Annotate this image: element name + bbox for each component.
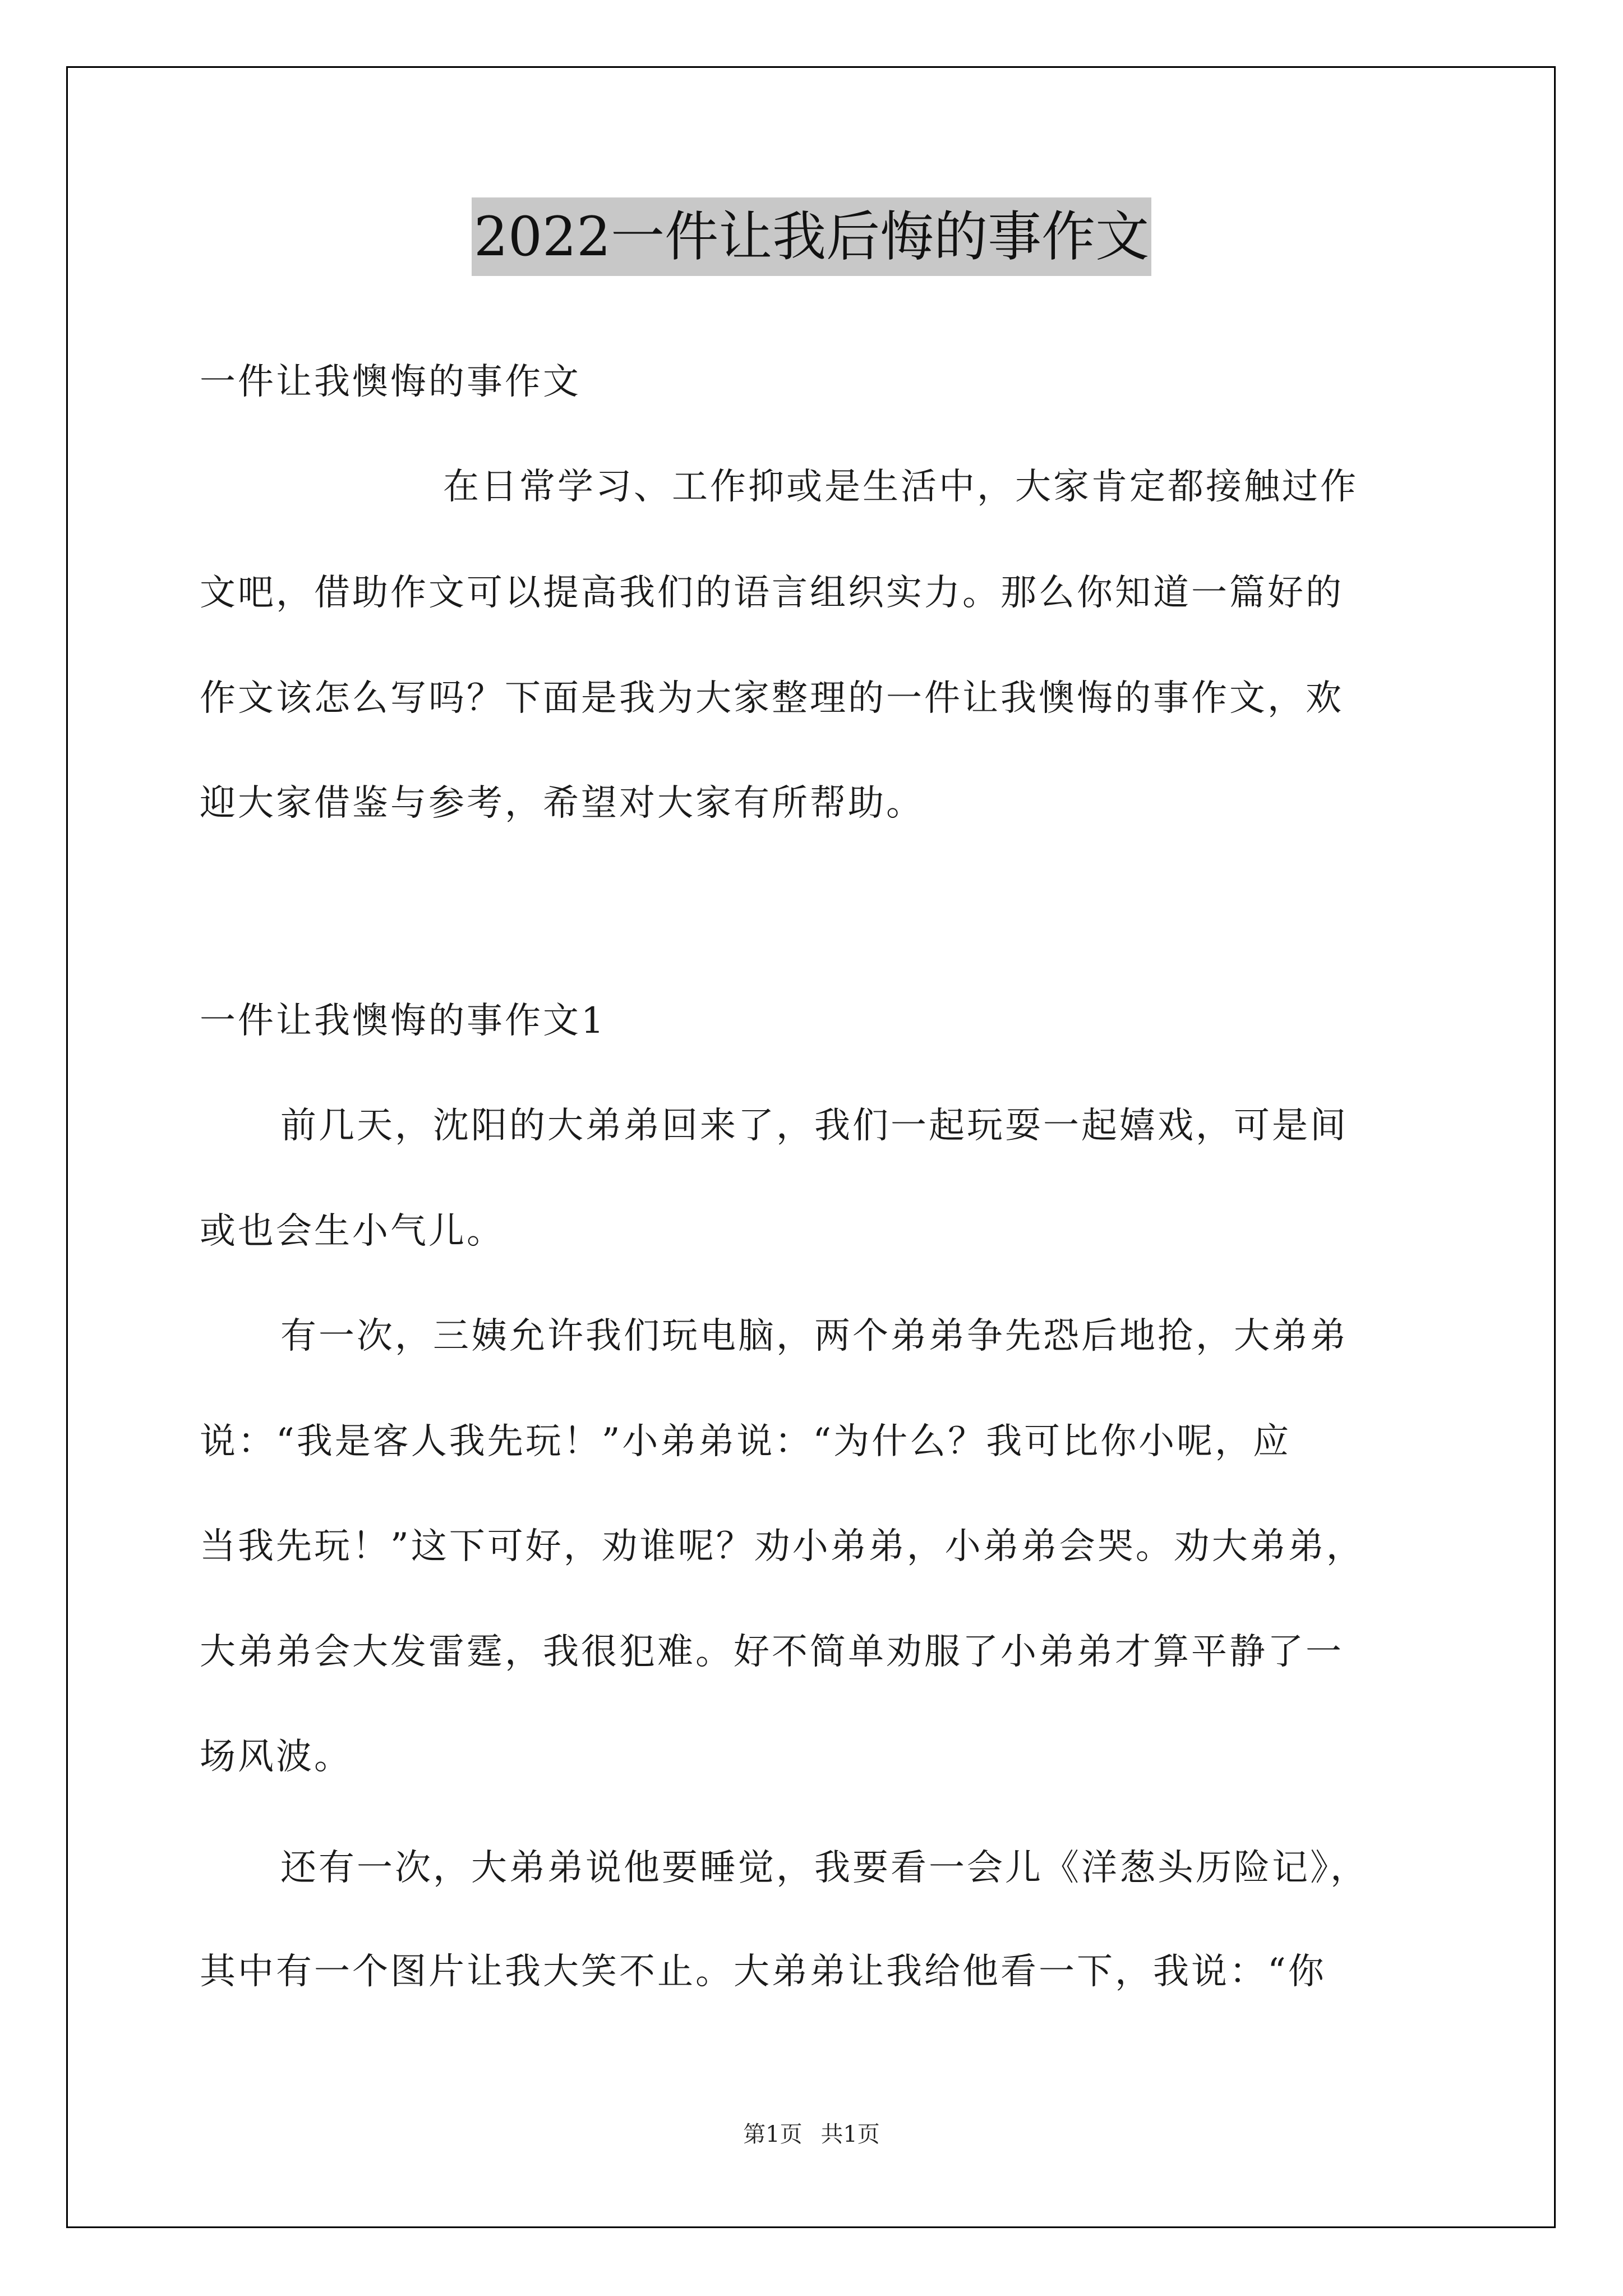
subtitle: 一件让我懊悔的事作文	[200, 361, 581, 403]
page-total: 共1页	[820, 2122, 880, 2147]
intro-line-1: 在日常学习、工作抑或是生活中，大家肯定都接触过作	[443, 466, 1358, 508]
intro-line-4: 迎大家借鉴与参考，希望对大家有所帮助。	[200, 783, 924, 824]
section-heading: 一件让我懊悔的事作文1	[200, 1000, 606, 1042]
page-footer	[0, 2118, 1623, 2151]
paragraph2-line-1: 有一次，三姨允许我们玩电脑，两个弟弟争先恐后地抢，大弟弟	[280, 1315, 1348, 1357]
paragraph1-line-1: 前几天，沈阳的大弟弟回来了，我们一起玩耍一起嬉戏，可是间	[280, 1105, 1348, 1147]
document-title: 2022一件让我后悔的事作文	[472, 197, 1151, 276]
paragraph2-line-5: 场风波。	[200, 1736, 352, 1778]
paragraph3-line-2: 其中有一个图片让我大笑不止。大弟弟让我给他看一下，我说：“你	[200, 1951, 1326, 1993]
page-current: 第1页	[743, 2122, 803, 2147]
paragraph2-line-3: 当我先玩！”这下可好，劝谁呢？劝小弟弟，小弟弟会哭。劝大弟弟，	[200, 1526, 1364, 1567]
intro-line-2: 文吧，借助作文可以提高我们的语言组织实力。那么你知道一篇好的	[200, 572, 1344, 614]
paragraph2-line-2: 说：“我是客人我先玩！”小弟弟说：“为什么？我可比你小呢，应	[200, 1421, 1292, 1462]
title-container	[0, 197, 1623, 276]
intro-line-3: 作文该怎么写吗？下面是我为大家整理的一件让我懊悔的事作文，欢	[200, 678, 1344, 719]
paragraph2-line-4: 大弟弟会大发雷霆，我很犯难。好不简单劝服了小弟弟才算平静了一	[200, 1631, 1344, 1673]
paragraph1-line-2: 或也会生小气儿。	[200, 1211, 505, 1252]
paragraph3-line-1: 还有一次，大弟弟说他要睡觉，我要看一会儿《洋葱头历险记》，	[280, 1847, 1368, 1889]
